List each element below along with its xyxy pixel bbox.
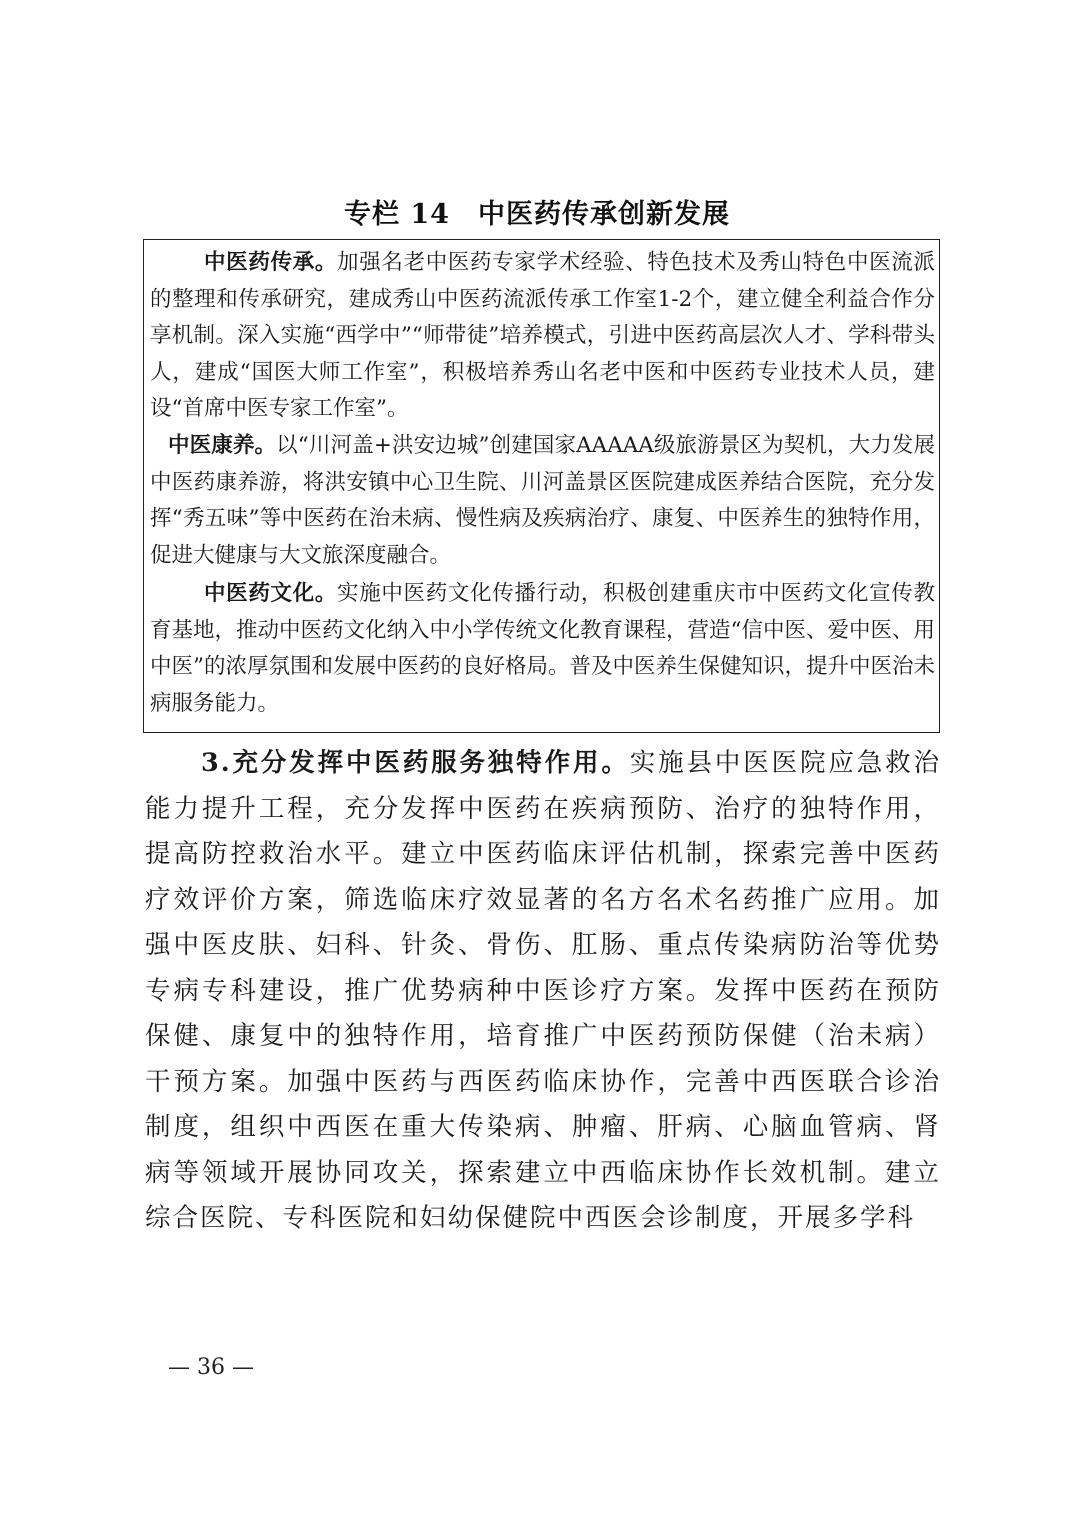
body-paragraph xyxy=(145,741,941,1242)
box-paragraph-inheritance xyxy=(150,245,935,428)
box-lead-wellness: 中医康养。 xyxy=(168,433,277,458)
box-text-wellness: 以“川河盖+洪安边城”创建国家AAAAA级旅游景区为契机，大力发展中医药康养游，将洪安镇中心卫生院、川河盖景区医院建成医养结合医院，充分发挥“秀五味”等中医药在治未病、慢性病及疾病治疗、康复、中医养生的独特作用，促进大健康与大文旅深度融合。 xyxy=(150,433,935,568)
box-paragraph-culture xyxy=(150,576,935,722)
box-lead-inheritance: 中医药传承。 xyxy=(204,250,338,275)
body-lead: 3.充分发挥中医药服务独特作用。 xyxy=(201,748,630,778)
column-title: 专栏 14 中医药传承创新发展 xyxy=(344,199,730,230)
box-lead-culture: 中医药文化。 xyxy=(204,581,338,606)
page-number: — 36 — xyxy=(168,1355,254,1380)
body-text: 实施县中医医院应急救治能力提升工程，充分发挥中医药在疾病预防、治疗的独特作用，提高防控救治水平。建立中医药临床评估机制，探索完善中医药疗效评价方案，筛选临床疗效显著的名方名术名药推广应用。加强中医皮肤、妇科、针灸、骨伤、肛肠、重点传染病防治等优势专病专科建设，推广优势病种中医诊疗方案。发挥中医药在预防保健、康复中的独特作用，培育推广中医药预防保健（治未病）干预方案。加强中医药与西医药临床协作，完善中西医联合诊治制度，组织中西医在重大传染病、肿瘤、肝病、心脑血管病、肾病等领域开展协同攻关，探索建立中西临床协作长效机制。建立综合医院、专科医院和妇幼保健院中西医会诊制度，开展多学科 xyxy=(145,748,941,1233)
box-text-inheritance: 加强名老中医药专家学术经验、特色技术及秀山特色中医流派的整理和传承研究，建成秀山中医药流派传承工作室1-2个，建立健全利益合作分享机制。深入实施“西学中”“师带徒”培养模式，引进中医药高层次人才、学科带头人，建成“国医大师工作室”，积极培养秀山名老中医和中医药专业技术人员，建设“首席中医专家工作室”。 xyxy=(150,250,935,421)
box-text-culture: 实施中医药文化传播行动，积极创建重庆市中医药文化宣传教育基地，推动中医药文化纳入中小学传统文化教育课程，营造“信中医、爱中医、用中医”的浓厚氛围和发展中医药的良好格局。普及中医养生保健知识，提升中医治未病服务能力。 xyxy=(150,581,935,716)
box-paragraph-wellness xyxy=(150,428,935,574)
